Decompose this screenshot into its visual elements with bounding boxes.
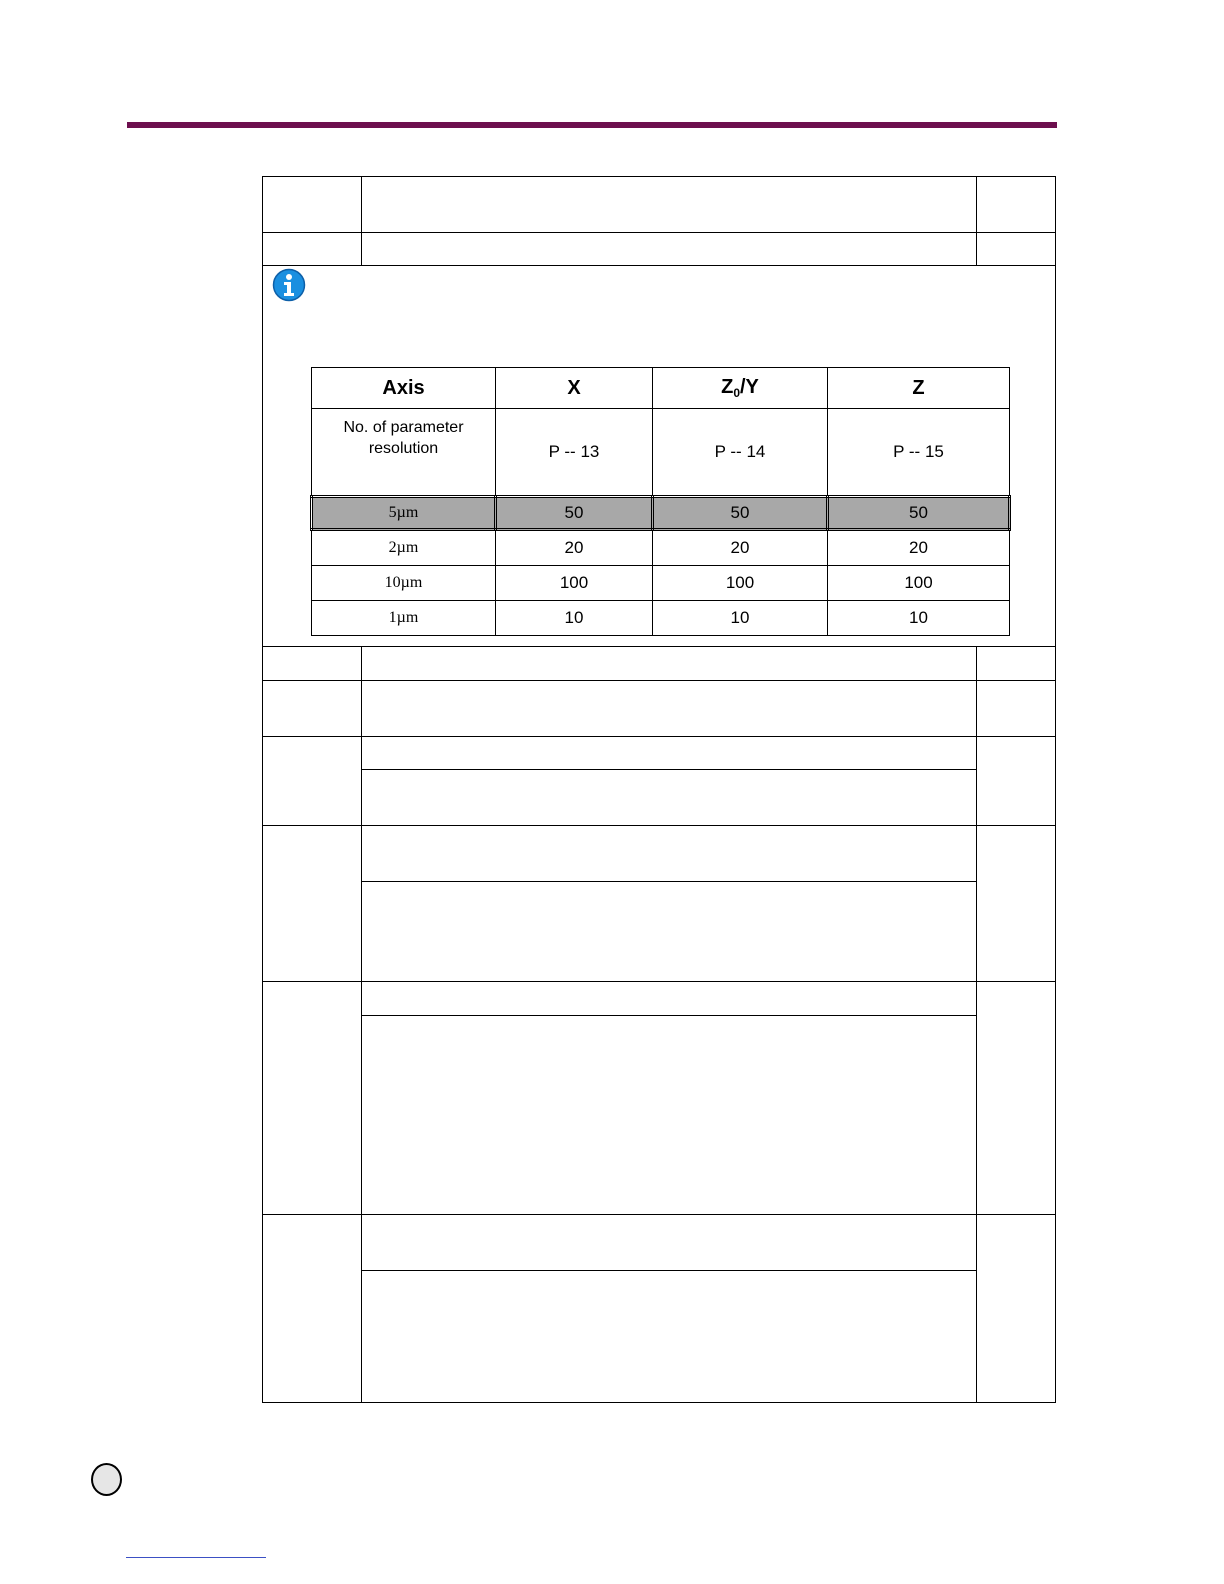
value-z: 10 — [828, 601, 1010, 636]
header-x: X — [496, 368, 653, 409]
param-z: P -- 15 — [828, 409, 1010, 497]
header-axis: Axis — [312, 368, 496, 409]
header-z: Z — [828, 368, 1010, 409]
table-row — [312, 530, 1010, 566]
parameter-label: No. of parameter resolution — [312, 409, 496, 497]
value-z: 100 — [828, 566, 1010, 601]
value-x: 50 — [496, 497, 653, 530]
value-z: 50 — [828, 497, 1010, 530]
parameter-frame — [262, 176, 1056, 1403]
value-z0y: 10 — [653, 601, 828, 636]
header-rule — [127, 122, 1057, 128]
table-row — [312, 601, 1010, 636]
param-z0y: P -- 14 — [653, 409, 828, 497]
table-row — [312, 497, 1010, 530]
value-z0y: 20 — [653, 530, 828, 566]
table-row — [312, 566, 1010, 601]
value-x: 10 — [496, 601, 653, 636]
footer-link-rule — [126, 1557, 266, 1558]
resolution-cell: 2µm — [312, 530, 496, 566]
value-x: 20 — [496, 530, 653, 566]
value-z: 20 — [828, 530, 1010, 566]
value-z0y: 50 — [653, 497, 828, 530]
page-number-badge — [91, 1463, 122, 1496]
value-z0y: 100 — [653, 566, 828, 601]
table-header-row — [312, 368, 1010, 409]
value-x: 100 — [496, 566, 653, 601]
parameter-number-row — [312, 409, 1010, 497]
info-icon — [272, 268, 306, 302]
resolution-cell: 10µm — [312, 566, 496, 601]
param-x: P -- 13 — [496, 409, 653, 497]
resolution-cell: 1µm — [312, 601, 496, 636]
header-z0y: $Z_0/Y$ — [653, 368, 828, 409]
resolution-table — [310, 367, 1011, 636]
resolution-cell: 5µm — [312, 497, 496, 530]
